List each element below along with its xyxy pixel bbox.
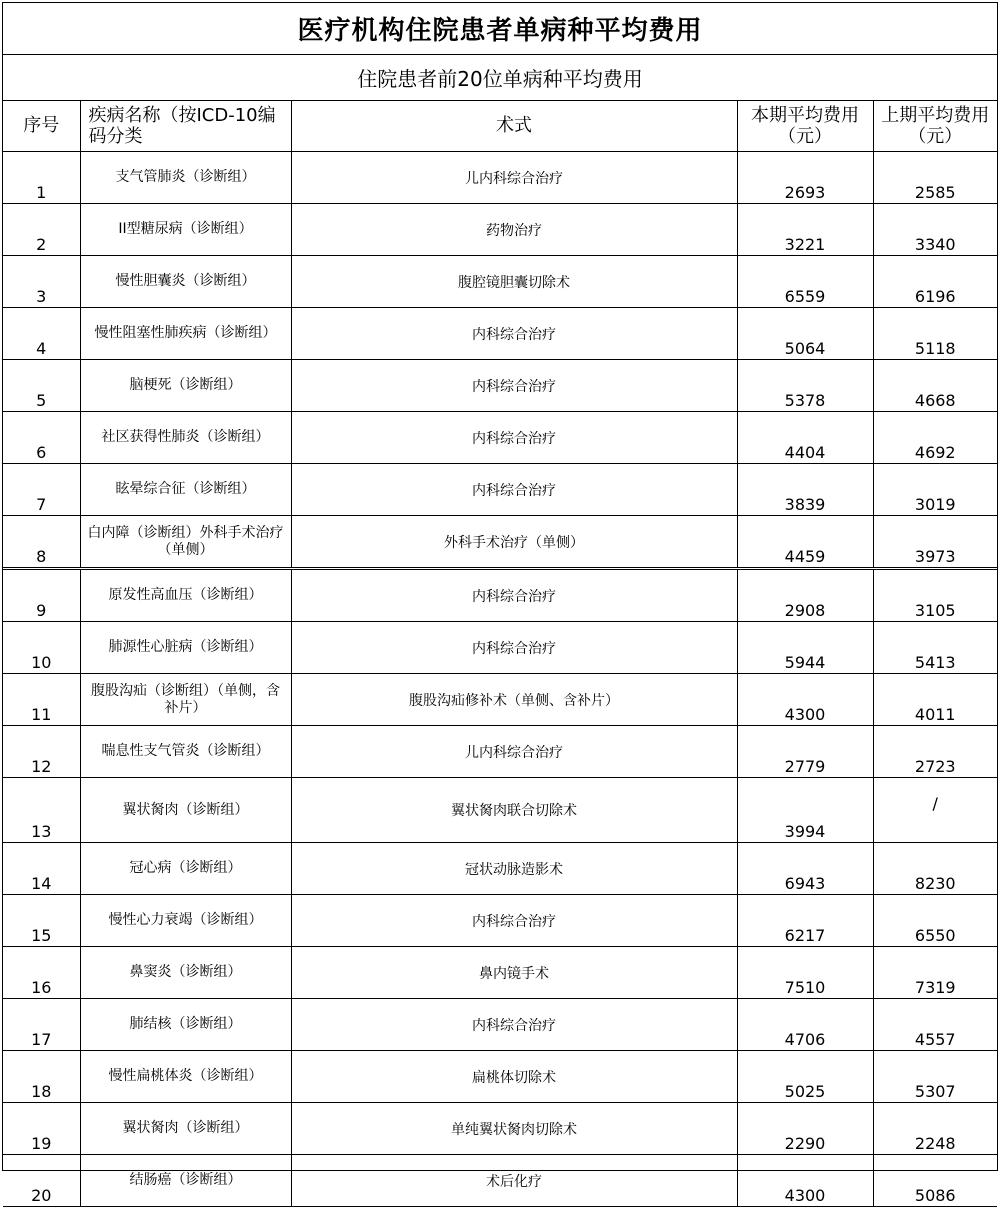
row-previous-cost: 2585: [873, 152, 997, 204]
row-disease-name: 慢性心力衰竭（诊断组）: [80, 895, 291, 947]
header-method: 术式: [291, 100, 737, 152]
row-index: 12: [3, 726, 80, 778]
table-row: [3, 412, 997, 464]
row-current-cost: 2290: [737, 1103, 873, 1155]
row-disease-name: 慢性胆囊炎（诊断组）: [80, 256, 291, 308]
row-previous-cost: 3105: [873, 569, 997, 622]
row-previous-cost: 4011: [873, 674, 997, 726]
header-previous-cost: 上期平均费用（元）: [873, 100, 997, 152]
row-index: 14: [3, 843, 80, 895]
table-row: [3, 204, 997, 256]
cost-sheet: [2, 2, 998, 1205]
table-row: [3, 464, 997, 516]
header-current-cost: 本期平均费用（元）: [737, 100, 873, 152]
row-method: 内科综合治疗: [291, 308, 737, 360]
row-disease-name: 慢性阻塞性肺疾病（诊断组）: [80, 308, 291, 360]
row-previous-cost: /: [873, 778, 997, 843]
row-disease-name: 脑梗死（诊断组）: [80, 360, 291, 412]
row-index: 8: [3, 516, 80, 569]
table-row: [3, 152, 997, 204]
row-current-cost: 4706: [737, 999, 873, 1051]
row-method: 术后化疗: [291, 1155, 737, 1207]
row-method: 扁桃体切除术: [291, 1051, 737, 1103]
row-method: 内科综合治疗: [291, 569, 737, 622]
row-index: 4: [3, 308, 80, 360]
row-disease-name: 腹股沟疝（诊断组）（单侧，含补片）: [80, 674, 291, 726]
row-index: 7: [3, 464, 80, 516]
table-row: [3, 895, 997, 947]
row-current-cost: 2779: [737, 726, 873, 778]
table-header-row: [3, 100, 997, 152]
table-row: [3, 947, 997, 999]
row-current-cost: 5025: [737, 1051, 873, 1103]
row-index: 16: [3, 947, 80, 999]
table-row: [3, 1103, 997, 1155]
row-index: 11: [3, 674, 80, 726]
row-disease-name: 结肠癌（诊断组）: [80, 1155, 291, 1207]
row-disease-name: 翼状胬肉（诊断组）: [80, 1103, 291, 1155]
row-method: 内科综合治疗: [291, 622, 737, 674]
header-index: 序号: [3, 100, 80, 152]
row-method: 内科综合治疗: [291, 895, 737, 947]
table-row: [3, 622, 997, 674]
row-current-cost: 4300: [737, 1155, 873, 1207]
row-method: 鼻内镜手术: [291, 947, 737, 999]
row-index: 10: [3, 622, 80, 674]
row-current-cost: 4300: [737, 674, 873, 726]
table-row: [3, 843, 997, 895]
row-current-cost: 6217: [737, 895, 873, 947]
row-previous-cost: 4668: [873, 360, 997, 412]
row-method: 腹股沟疝修补术（单侧、含补片）: [291, 674, 737, 726]
table-row: [3, 1155, 997, 1207]
row-disease-name: 眩晕综合征（诊断组）: [80, 464, 291, 516]
row-method: 单纯翼状胬肉切除术: [291, 1103, 737, 1155]
row-method: 内科综合治疗: [291, 360, 737, 412]
row-previous-cost: 5413: [873, 622, 997, 674]
row-method: 腹腔镜胆囊切除术: [291, 256, 737, 308]
table-row: [3, 674, 997, 726]
row-index: 17: [3, 999, 80, 1051]
table-row: [3, 308, 997, 360]
row-disease-name: 社区获得性肺炎（诊断组）: [80, 412, 291, 464]
row-index: 3: [3, 256, 80, 308]
row-disease-name: 肺源性心脏病（诊断组）: [80, 622, 291, 674]
table-row: [3, 516, 997, 569]
row-disease-name: 翼状胬肉（诊断组）: [80, 778, 291, 843]
row-method: 翼状胬肉联合切除术: [291, 778, 737, 843]
row-current-cost: 2693: [737, 152, 873, 204]
table-row: [3, 256, 997, 308]
row-index: 15: [3, 895, 80, 947]
row-index: 1: [3, 152, 80, 204]
row-index: 19: [3, 1103, 80, 1155]
table-row: [3, 360, 997, 412]
row-previous-cost: 7319: [873, 947, 997, 999]
row-previous-cost: 3340: [873, 204, 997, 256]
row-method: 内科综合治疗: [291, 464, 737, 516]
row-disease-name: 喘息性支气管炎（诊断组）: [80, 726, 291, 778]
row-current-cost: 4459: [737, 516, 873, 569]
row-previous-cost: 5307: [873, 1051, 997, 1103]
row-current-cost: 7510: [737, 947, 873, 999]
header-disease: 疾病名称（按ICD-10编码分类: [80, 100, 291, 152]
row-previous-cost: 3973: [873, 516, 997, 569]
row-index: 13: [3, 778, 80, 843]
row-disease-name: 白内障（诊断组）外科手术治疗（单侧）: [80, 516, 291, 569]
table-row: [3, 726, 997, 778]
row-disease-name: 支气管肺炎（诊断组）: [80, 152, 291, 204]
row-disease-name: 慢性扁桃体炎（诊断组）: [80, 1051, 291, 1103]
page-title: 医疗机构住院患者单病种平均费用: [3, 3, 997, 55]
row-current-cost: 5944: [737, 622, 873, 674]
row-disease-name: 肺结核（诊断组）: [80, 999, 291, 1051]
row-method: 儿内科综合治疗: [291, 726, 737, 778]
row-method: 内科综合治疗: [291, 412, 737, 464]
row-method: 儿内科综合治疗: [291, 152, 737, 204]
row-current-cost: 2908: [737, 569, 873, 622]
row-index: 9: [3, 569, 80, 622]
row-index: 18: [3, 1051, 80, 1103]
row-current-cost: 6943: [737, 843, 873, 895]
row-current-cost: 5378: [737, 360, 873, 412]
row-index: 2: [3, 204, 80, 256]
table-row: [3, 778, 997, 843]
row-method: 内科综合治疗: [291, 999, 737, 1051]
row-disease-name: 鼻窦炎（诊断组）: [80, 947, 291, 999]
row-previous-cost: 8230: [873, 843, 997, 895]
row-index: 20: [3, 1155, 80, 1207]
row-previous-cost: 4557: [873, 999, 997, 1051]
row-current-cost: 6559: [737, 256, 873, 308]
row-current-cost: 3994: [737, 778, 873, 843]
row-disease-name: II型糖尿病（诊断组）: [80, 204, 291, 256]
row-method: 药物治疗: [291, 204, 737, 256]
table-row: [3, 999, 997, 1051]
row-previous-cost: 2248: [873, 1103, 997, 1155]
row-index: 5: [3, 360, 80, 412]
table-row: [3, 569, 997, 622]
row-current-cost: 5064: [737, 308, 873, 360]
row-previous-cost: 5118: [873, 308, 997, 360]
row-current-cost: 4404: [737, 412, 873, 464]
row-previous-cost: 6196: [873, 256, 997, 308]
row-previous-cost: 3019: [873, 464, 997, 516]
row-previous-cost: 5086: [873, 1155, 997, 1207]
row-previous-cost: 2723: [873, 726, 997, 778]
row-current-cost: 3839: [737, 464, 873, 516]
table-subtitle: 住院患者前20位单病种平均费用: [3, 55, 997, 101]
table-row: [3, 1051, 997, 1103]
row-method: 冠状动脉造影术: [291, 843, 737, 895]
row-disease-name: 冠心病（诊断组）: [80, 843, 291, 895]
row-previous-cost: 4692: [873, 412, 997, 464]
row-index: 6: [3, 412, 80, 464]
row-current-cost: 3221: [737, 204, 873, 256]
row-disease-name: 原发性高血压（诊断组）: [80, 569, 291, 622]
row-previous-cost: 6550: [873, 895, 997, 947]
cost-table: [3, 100, 997, 1207]
row-method: 外科手术治疗（单侧）: [291, 516, 737, 569]
